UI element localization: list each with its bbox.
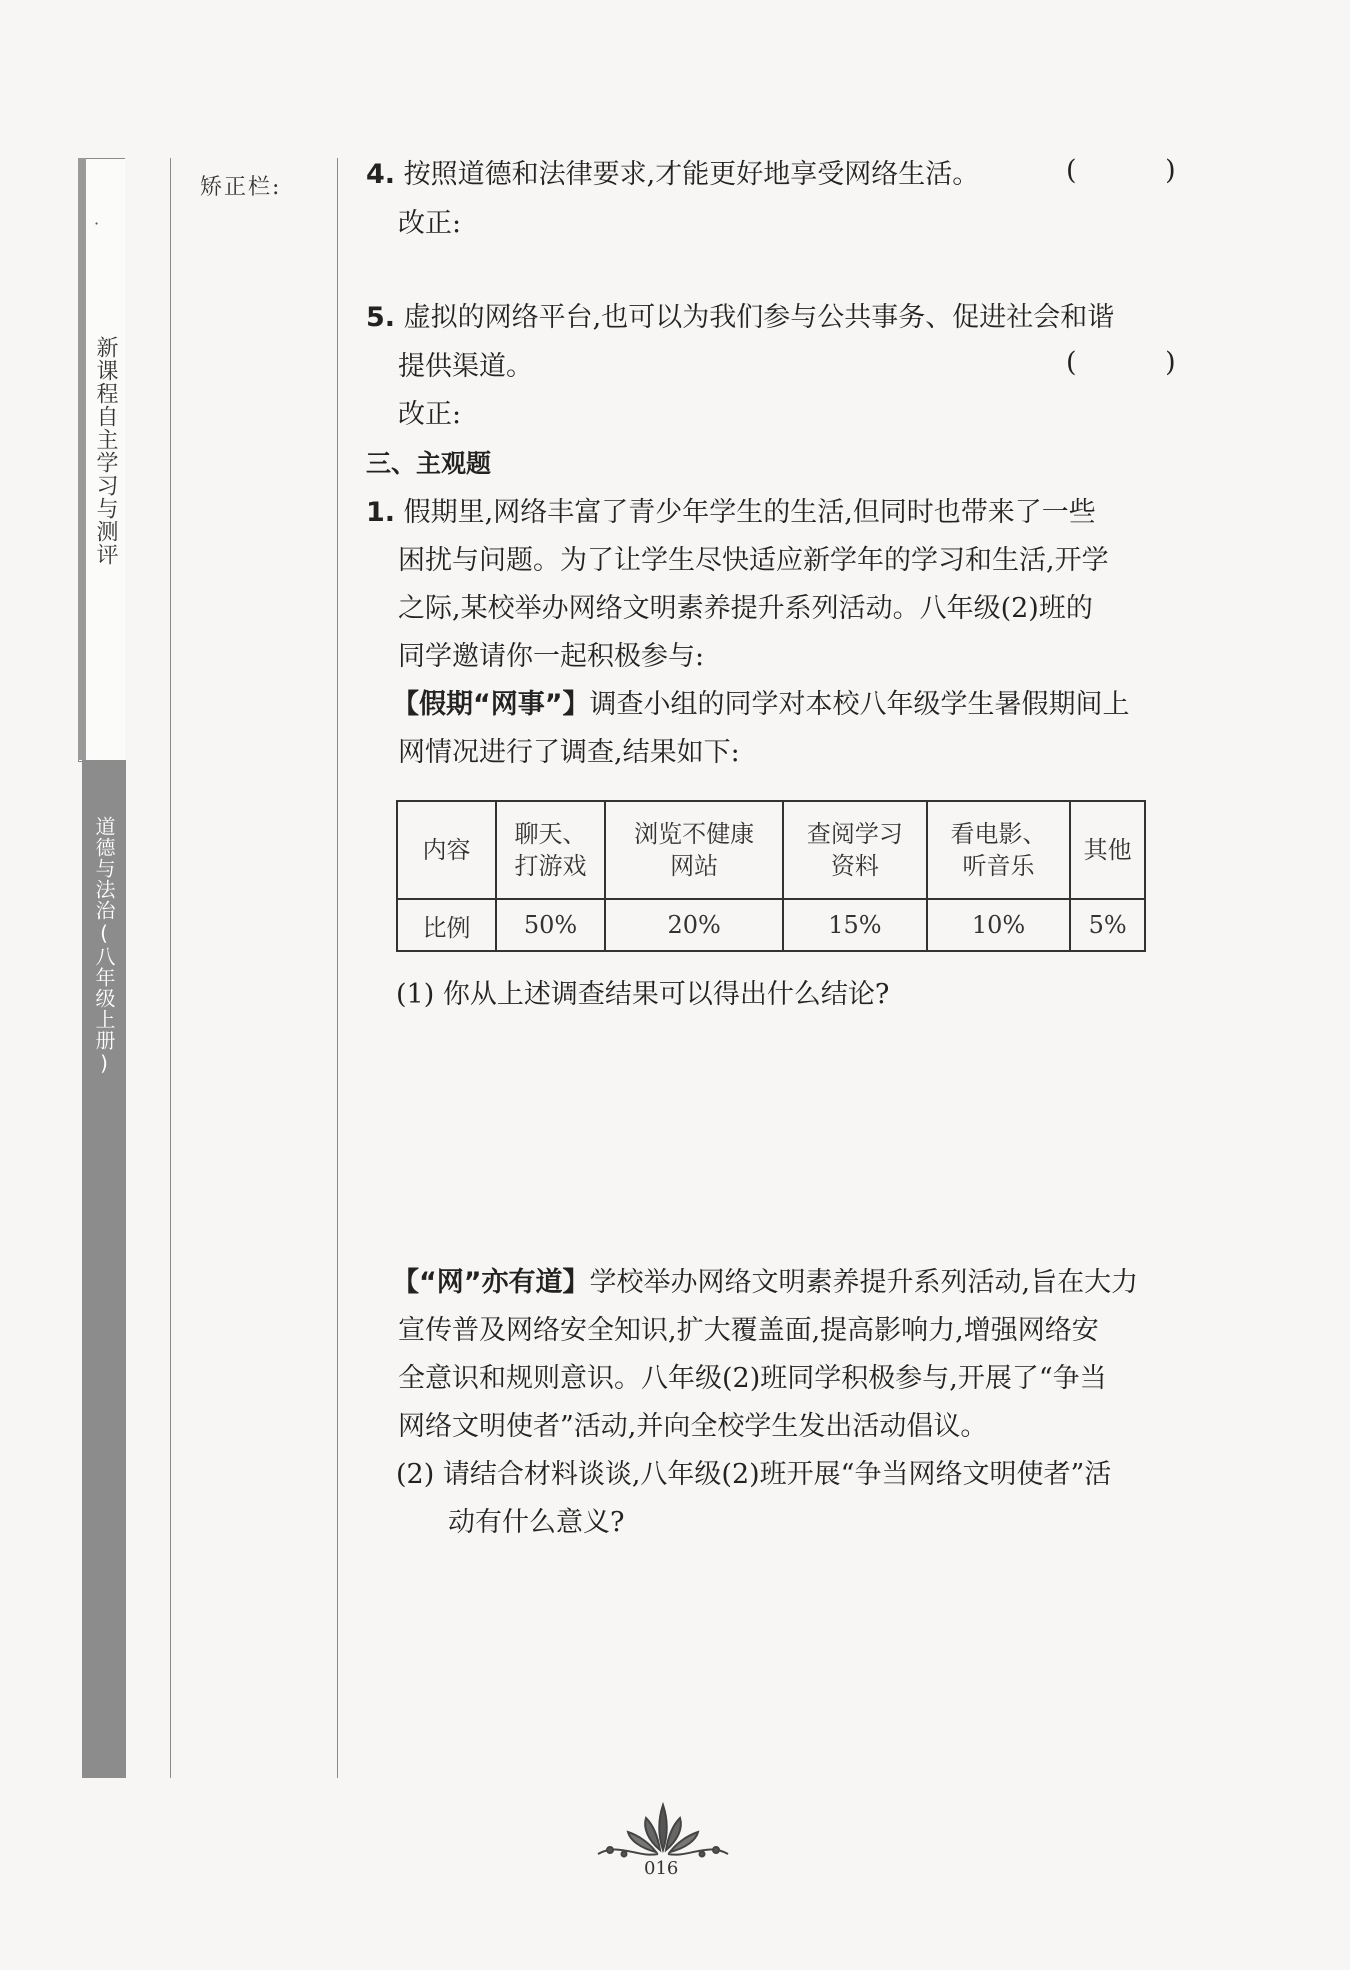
spine-dot: · <box>94 214 100 233</box>
correction-margin <box>170 158 338 1778</box>
part2-line-4: 网络文明使者”活动,并向全校学生发出活动倡议。 <box>398 1411 988 1442</box>
part1-line-1: 【假期“网事”】调查小组的同学对本校八年级学生暑假期间上 <box>392 689 1130 720</box>
sub-question-1: (1) 你从上述调查结果可以得出什么结论? <box>396 979 890 1010</box>
spine-stripe <box>78 158 86 760</box>
question-5-cont: 提供渠道。 <box>398 351 533 382</box>
table-cell: 50% <box>496 899 605 951</box>
table-cell: 5% <box>1070 899 1145 951</box>
page-number: 016 <box>644 1858 679 1879</box>
q1-line-1: 1. 假期里,网络丰富了青少年学生的生活,但同时也带来了一些 <box>366 497 1096 528</box>
part1-label: 【假期“网事”】 <box>392 689 590 720</box>
leaf-ornament-icon <box>588 1800 738 1860</box>
sub-question-2: (2) 请结合材料谈谈,八年级(2)班开展“争当网络文明使者”活 <box>396 1459 1112 1490</box>
part2-line-3: 全意识和规则意识。八年级(2)班同学积极参与,开展了“争当 <box>398 1363 1107 1394</box>
part2-line-1: 【“网”亦有道】学校举办网络文明素养提升系列活动,旨在大力 <box>392 1267 1139 1298</box>
question-5: 5. 虚拟的网络平台,也可以为我们参与公共事务、促进社会和谐 <box>366 302 1115 333</box>
survey-table <box>396 800 1146 952</box>
q1-line-4: 同学邀请你一起积极参与: <box>398 641 705 672</box>
table-header-row <box>397 801 1145 899</box>
series-title: 新课程自主学习与测评 <box>93 336 118 566</box>
answer-blank-4[interactable]: ( ) <box>1066 155 1216 186</box>
table-value-row <box>397 899 1145 951</box>
table-header-cell: 查阅学习 资料 <box>783 801 927 899</box>
table-header-cell: 浏览不健康 网站 <box>605 801 783 899</box>
correction-4[interactable]: 改正: <box>398 208 462 239</box>
question-4: 4. 按照道德和法律要求,才能更好地享受网络生活。 <box>366 159 980 190</box>
table-header-cell: 看电影、 听音乐 <box>927 801 1071 899</box>
part2-line-2: 宣传普及网络安全知识,扩大覆盖面,提高影响力,增强网络安 <box>398 1315 1099 1346</box>
subject-title: 道德与法治(八年级上册) <box>92 816 116 1076</box>
table-cell: 20% <box>605 899 783 951</box>
section-heading: 三、主观题 <box>366 449 492 478</box>
correction-label: 矫正栏: <box>200 175 282 200</box>
correction-5[interactable]: 改正: <box>398 399 462 430</box>
q1-line-3: 之际,某校举办网络文明素养提升系列活动。八年级(2)班的 <box>398 593 1093 624</box>
table-cell: 15% <box>783 899 927 951</box>
answer-blank-5[interactable]: ( ) <box>1066 347 1216 378</box>
answer-area-2[interactable] <box>396 1550 1146 1770</box>
table-header-cell: 聊天、 打游戏 <box>496 801 605 899</box>
row-label-content: 内容 <box>397 801 496 899</box>
answer-area-1[interactable] <box>396 1020 1146 1250</box>
table-header-cell: 其他 <box>1070 801 1145 899</box>
table-cell: 10% <box>927 899 1071 951</box>
q1-line-2: 困扰与问题。为了让学生尽快适应新学年的学习和生活,开学 <box>398 545 1109 576</box>
row-label-ratio: 比例 <box>397 899 496 951</box>
sub-question-2-cont: 动有什么意义? <box>448 1507 625 1538</box>
part2-label: 【“网”亦有道】 <box>392 1267 590 1298</box>
part1-line-2: 网情况进行了调查,结果如下: <box>398 737 740 768</box>
